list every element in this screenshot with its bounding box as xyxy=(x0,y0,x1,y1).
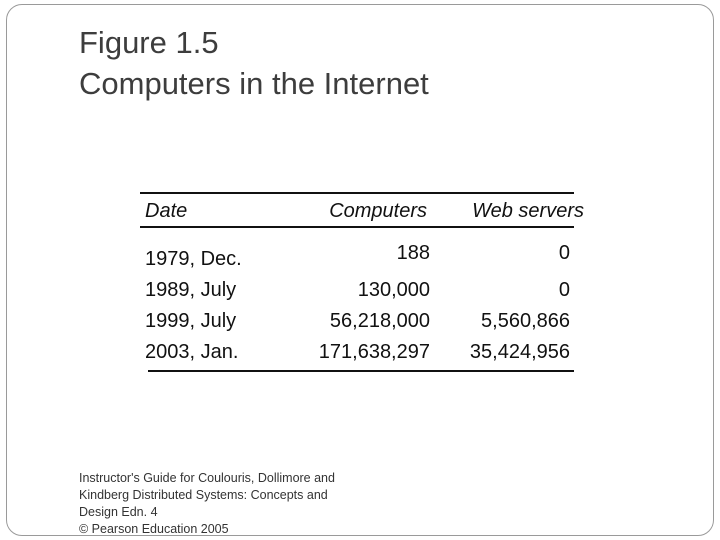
slide-title-line-2: Computers in the Internet xyxy=(79,66,429,101)
slide-title xyxy=(79,22,429,104)
slide-title-line-1: Figure 1.5 xyxy=(79,25,219,60)
table-cell-date: 1989, July xyxy=(145,279,237,301)
column-header-date: Date xyxy=(145,200,188,222)
column-header-computers: Computers xyxy=(329,200,427,222)
footer-line: Instructor's Guide for Coulouris, Dollimore and xyxy=(79,471,335,485)
table-cell-computers: 188 xyxy=(396,242,430,264)
table-bottom-rule xyxy=(148,370,574,372)
table-cell-computers: 56,218,000 xyxy=(329,310,430,332)
table-header-rule xyxy=(140,226,574,228)
table-cell-date: 1979, Dec. xyxy=(145,248,242,270)
table-cell-web-servers: 5,560,866 xyxy=(481,310,570,332)
data-table xyxy=(140,190,584,374)
table-cell-computers: 130,000 xyxy=(357,279,430,301)
table-cell-web-servers: 35,424,956 xyxy=(469,341,570,363)
footer-line: © Pearson Education 2005 xyxy=(79,522,229,536)
footer-line: Kindberg Distributed Systems: Concepts and xyxy=(79,488,328,502)
footer-citation xyxy=(79,470,389,538)
table-cell-date: 2003, Jan. xyxy=(145,341,239,363)
table-cell-date: 1999, July xyxy=(145,310,237,332)
column-header-web-servers: Web servers xyxy=(472,200,584,222)
table-cell-computers: 171,638,297 xyxy=(318,341,430,363)
table-top-rule xyxy=(140,192,574,194)
table-cell-web-servers: 0 xyxy=(558,279,570,301)
table-cell-web-servers: 0 xyxy=(558,242,570,264)
footer-line: Design Edn. 4 xyxy=(79,505,158,519)
